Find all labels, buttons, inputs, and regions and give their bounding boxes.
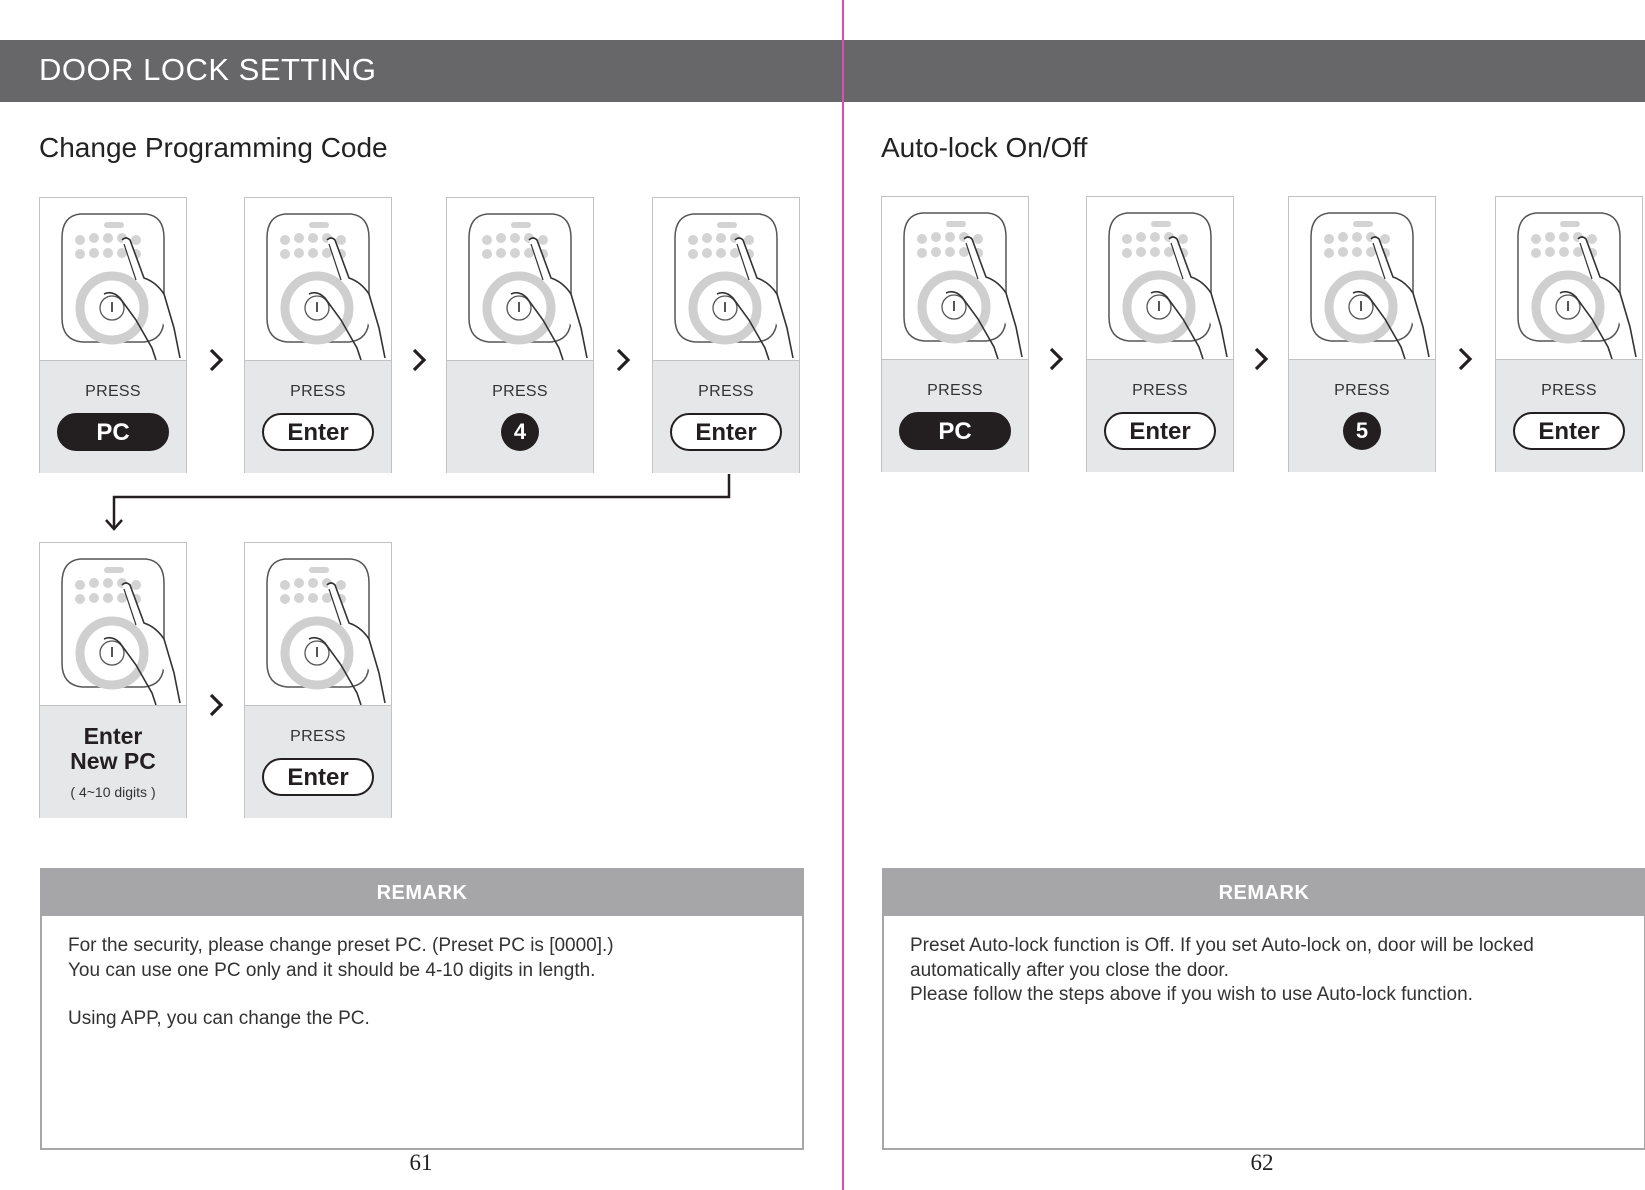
remark-line: Using APP, you can change the PC. — [68, 1008, 370, 1029]
press-label: PRESS — [290, 383, 346, 400]
page-number: 62 — [1250, 1150, 1274, 1175]
key-enter: Enter — [262, 758, 374, 796]
lock-illustration — [447, 198, 593, 360]
remark-box — [882, 868, 1645, 1150]
key-enter: Enter — [670, 413, 782, 451]
step-card — [1495, 196, 1643, 472]
remark-title: REMARK — [42, 870, 802, 916]
step-footer — [40, 360, 186, 473]
step-footer — [447, 360, 593, 473]
step-footer — [882, 359, 1028, 472]
flow-connector-arrow — [100, 470, 740, 534]
step-card — [1288, 196, 1436, 472]
step-card — [39, 197, 187, 473]
page-title: DOOR LOCK SETTING — [39, 52, 377, 87]
key-enter: Enter — [262, 413, 374, 451]
digits-note: ( 4~10 digits ) — [70, 784, 156, 800]
remark-box — [40, 868, 804, 1150]
remark-text — [68, 934, 782, 1032]
step-card — [1086, 196, 1234, 472]
press-label: PRESS — [1334, 382, 1390, 399]
chevron-right-icon — [206, 691, 226, 719]
step-card — [446, 197, 594, 473]
chevron-right-icon — [206, 346, 226, 374]
chevron-right-icon — [613, 346, 633, 374]
enter-new-line1: Enter — [83, 723, 143, 749]
step-card — [244, 542, 392, 818]
chevron-right-icon — [409, 346, 429, 374]
press-label: PRESS — [492, 383, 548, 400]
enter-new-line2: New PC — [70, 748, 156, 774]
chevron-right-icon — [1455, 345, 1475, 373]
step-card — [39, 542, 187, 818]
step-footer — [40, 705, 186, 818]
page-divider — [842, 0, 844, 1190]
lock-illustration — [40, 543, 186, 705]
chevron-right-icon — [1251, 345, 1271, 373]
step-footer — [653, 360, 799, 473]
header-bar — [0, 40, 1645, 102]
remark-text — [910, 934, 1624, 1008]
key-number: 4 — [501, 413, 539, 451]
enter-new-pc-label — [40, 724, 186, 774]
lock-illustration — [1496, 197, 1642, 359]
press-label: PRESS — [927, 382, 983, 399]
step-footer — [1496, 359, 1642, 472]
key-enter: Enter — [1513, 412, 1625, 450]
remark-line: Please follow the steps above if you wish to use Auto-lock function. — [910, 984, 1473, 1005]
step-footer — [245, 360, 391, 473]
step-card — [881, 196, 1029, 472]
press-label: PRESS — [290, 728, 346, 745]
step-card — [652, 197, 800, 473]
page-number: 61 — [409, 1150, 433, 1175]
press-label: PRESS — [85, 383, 141, 400]
step-footer — [1289, 359, 1435, 472]
section-title-change-pc: Change Programming Code — [39, 132, 388, 163]
remark-line: Preset Auto-lock function is Off. If you set Auto-lock on, door will be locked — [910, 935, 1534, 956]
lock-illustration — [245, 198, 391, 360]
remark-line: You can use one PC only and it should be 4-10 digits in length. — [68, 959, 596, 981]
lock-illustration — [245, 543, 391, 705]
step-footer — [245, 705, 391, 818]
lock-illustration — [1289, 197, 1435, 359]
step-footer — [1087, 359, 1233, 472]
press-label: PRESS — [698, 383, 754, 400]
lock-illustration — [882, 197, 1028, 359]
lock-illustration — [40, 198, 186, 360]
key-enter: Enter — [1104, 412, 1216, 450]
lock-illustration — [653, 198, 799, 360]
key-number: 5 — [1343, 412, 1381, 450]
remark-line: automatically after you close the door. — [910, 959, 1229, 981]
remark-line: For the security, please change preset PC. (Preset PC is [0000].) — [68, 935, 614, 956]
chevron-right-icon — [1046, 345, 1066, 373]
key-pc: PC — [57, 413, 169, 451]
press-label: PRESS — [1541, 382, 1597, 399]
remark-title: REMARK — [884, 870, 1644, 916]
press-label: PRESS — [1132, 382, 1188, 399]
section-title-auto-lock: Auto-lock On/Off — [881, 132, 1088, 163]
step-card — [244, 197, 392, 473]
lock-illustration — [1087, 197, 1233, 359]
key-pc: PC — [899, 412, 1011, 450]
